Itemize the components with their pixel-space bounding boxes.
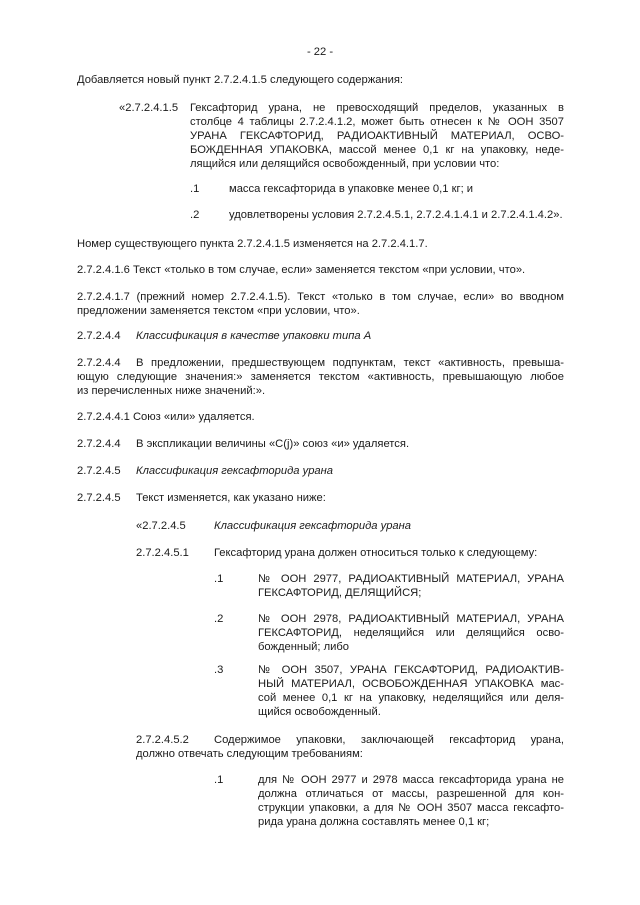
list-item-text <box>258 773 564 829</box>
text-line: ющую следующие значения:» заменяется текстом «активность, превышающую любое <box>77 371 564 383</box>
text-line: ГЕКСАФТОРИД, неделящийся или делящийся осво- <box>258 627 564 639</box>
text-line: Гексафторид урана, не превосходящий пределов, указанных в <box>190 102 564 114</box>
text-line: 2.7.2.4.1.7 (прежний номер 2.7.2.4.1.5). Текст «только в том случае, если» во вводном <box>77 291 564 303</box>
list-item-number: .1 <box>214 774 224 786</box>
text-line: щийся освобожденный. <box>258 706 381 718</box>
text-line: божденный; либо <box>258 641 350 653</box>
paragraph-number: 2.7.2.4.4 <box>77 357 121 369</box>
text-line: из перечисленных ниже значений:». <box>77 385 266 397</box>
text-line: струкции упаковки, а для № ООН 3507 масса гексафто- <box>258 802 564 814</box>
text-line: должно отвечать следующим требованиям: <box>136 748 363 760</box>
text-line: ГЕКСАФТОРИД, ДЕЛЯЩИЙСЯ; <box>258 587 422 599</box>
list-item-number: .2 <box>214 613 224 625</box>
paragraph-2-7-2-4-1-6: 2.7.2.4.1.6 Текст «только в том случае, если» заменяется текстом «при условии, что». <box>77 264 526 276</box>
text-line: НЫЙ МАТЕРИАЛ, ОСВОБОЖДЕННАЯ УПАКОВКА мас- <box>258 678 564 690</box>
list-item-text <box>258 612 564 654</box>
text-line: В предложении, предшествующем подпунктам, текст «активность, превыша- <box>136 357 564 369</box>
page-number: - 22 - <box>306 46 334 58</box>
heading-number: 2.7.2.4.5 <box>77 465 121 477</box>
paragraph-2-7-2-4-4-1: 2.7.2.4.4.1 Союз «или» удаляется. <box>77 411 255 423</box>
paragraph-2-7-2-4-4 <box>77 356 564 398</box>
renumber-paragraph: Номер существующего пункта 2.7.2.4.1.5 изменяется на 2.7.2.4.1.7. <box>77 238 428 250</box>
text-line: столбце 4 таблицы 2.7.2.4.1.2, может быть отнесен к № ООН 3507 <box>190 116 564 128</box>
text-line: рида урана должна составлять менее 0,1 кг; <box>258 816 490 828</box>
intro-paragraph: Добавляется новый пункт 2.7.2.4.1.5 следующего содержания: <box>77 74 404 86</box>
text-line: УРАНА ГЕКСАФТОРИД, РАДИОАКТИВНЫЙ МАТЕРИАЛ, ОСВО- <box>190 130 564 142</box>
paragraph-number: 2.7.2.4.4 <box>77 438 121 450</box>
list-item-number: .2 <box>190 209 200 221</box>
text-line: должна отличаться от массы, разрешенной для кон- <box>258 788 564 800</box>
text-line: лящийся или делящийся освобожденный, при условии что: <box>190 158 500 170</box>
quote2-heading: Классификация гексафторида урана <box>214 520 412 532</box>
heading-title: Классификация в качестве упаковки типа А <box>136 330 372 342</box>
list-item-number: .1 <box>214 573 224 585</box>
text-line: для № ООН 2977 и 2978 масса гексафторида урана не <box>258 774 564 786</box>
paragraph-text: Текст изменяется, как указано ниже: <box>136 492 326 504</box>
paragraph-text: В экспликации величины «C(j)» союз «и» удаляется. <box>136 438 410 450</box>
heading-title: Классификация гексафторида урана <box>136 465 334 477</box>
subsection-number: 2.7.2.4.5.1 <box>136 547 189 559</box>
quote2-number: «2.7.2.4.5 <box>136 520 186 532</box>
list-item-text <box>258 572 564 600</box>
text-line: Содержимое упаковки, заключающей гексафторид урана, <box>214 734 564 746</box>
text-line: № ООН 3507, УРАНА ГЕКСАФТОРИД, РАДИОАКТИВ- <box>258 664 564 676</box>
list-item-text: масса гексафторида в упаковке менее 0,1 кг; и <box>229 183 474 195</box>
text-line: № ООН 2977, РАДИОАКТИВНЫЙ МАТЕРИАЛ, УРАНА <box>258 573 564 585</box>
quote1-body <box>190 101 564 171</box>
paragraph-2-7-2-4-1-7 <box>77 290 564 318</box>
text-line: сой менее 0,1 кг на упаковку, неделящийся или деля- <box>258 692 564 704</box>
list-item-number: .3 <box>214 664 224 676</box>
quote1-number: «2.7.2.4.1.5 <box>119 102 179 114</box>
list-item-number: .1 <box>190 183 200 195</box>
paragraph-number: 2.7.2.4.5 <box>77 492 121 504</box>
text-line: БОЖДЕННАЯ УПАКОВКА, массой менее 0,1 кг на упаковку, неде- <box>190 144 564 156</box>
subsection-number: 2.7.2.4.5.2 <box>136 734 189 746</box>
text-line: предложении заменяется текстом «при условии, что». <box>77 305 360 317</box>
text-line: № ООН 2978, РАДИОАКТИВНЫЙ МАТЕРИАЛ, УРАНА <box>258 613 564 625</box>
subsection-text: Гексафторид урана должен относиться только к следующему: <box>214 547 538 559</box>
heading-number: 2.7.2.4.4 <box>77 330 121 342</box>
subsection-text <box>136 733 564 761</box>
list-item-text <box>258 663 564 719</box>
list-item-text: удовлетворены условия 2.7.2.4.5.1, 2.7.2.4.1.4.1 и 2.7.2.4.1.4.2». <box>229 209 563 221</box>
